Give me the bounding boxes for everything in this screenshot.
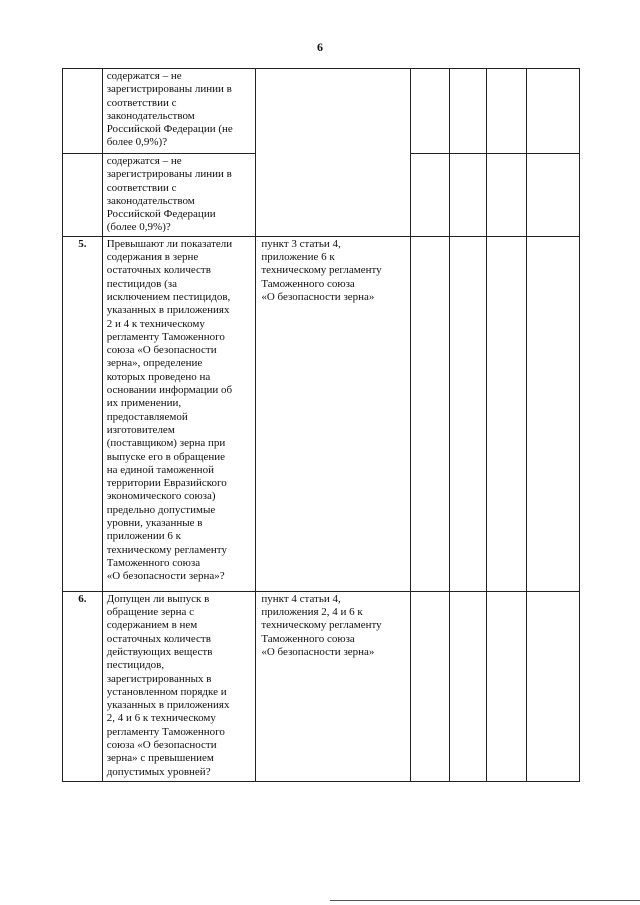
reference-cell: пункт 4 статьи 4, приложения 2, 4 и 6 к техническому регламенту Таможенного союза «О безопасности зерна» xyxy=(256,591,411,781)
notes-cell[interactable] xyxy=(527,236,580,591)
answer-cell-yes[interactable] xyxy=(411,236,450,591)
reference-cell: пункт 3 статьи 4, приложение 6 к техническому регламенту Таможенного союза «О безопасности зерна» xyxy=(256,236,411,591)
question-cell: содержатся – не зарегистрированы линии в соответствии с законодательством Российской Федерации (более 0,9%)? xyxy=(102,154,256,237)
row-number xyxy=(63,69,103,154)
page-number: 6 xyxy=(317,40,323,54)
notes-cell[interactable] xyxy=(527,154,580,237)
answer-cell-no[interactable] xyxy=(449,69,487,154)
checklist-table xyxy=(62,68,580,782)
answer-cell-yes[interactable] xyxy=(411,591,450,781)
question-cell: содержатся – не зарегистрированы линии в соответствии с законодательством Российской Федерации (не более 0,9%)? xyxy=(102,69,256,154)
row-number: 5. xyxy=(63,236,103,591)
answer-cell-not-applicable[interactable] xyxy=(487,154,527,237)
answer-cell-not-applicable[interactable] xyxy=(487,236,527,591)
notes-cell[interactable] xyxy=(527,69,580,154)
answer-cell-yes[interactable] xyxy=(411,69,450,154)
answer-cell-no[interactable] xyxy=(449,154,487,237)
table-row xyxy=(63,591,580,781)
reference-cell xyxy=(256,69,411,237)
scan-edge-line xyxy=(330,900,640,901)
answer-cell-no[interactable] xyxy=(449,591,487,781)
answer-cell-no[interactable] xyxy=(449,236,487,591)
table-row xyxy=(63,69,580,154)
question-cell: Допущен ли выпуск в обращение зерна с содержанием в нем остаточных количеств действующих веществ пестицидов, зарегистрированных в установленном порядке и указанных в приложениях 2, 4 и 6 к техническому регламенту Таможенного союза «О безопасности зерна» с превышением допустимых уровней? xyxy=(102,591,256,781)
notes-cell[interactable] xyxy=(527,591,580,781)
question-cell: Превышают ли показатели содержания в зерне остаточных количеств пестицидов (за исключением пестицидов, указанных в приложениях 2 и 4 к техническому регламенту Таможенного союза «О безопасности зерна», определение которых проведено на основании информации об их применении, предоставляемой изготовителем (поставщиком) зерна при выпуске его в обращение на единой таможенной территории Евразийского экономического союза) предельно допустимые уровни, указанные в приложении 6 к техническому регламенту Таможенного союза «О безопасности зерна»? xyxy=(102,236,256,591)
table-row xyxy=(63,236,580,591)
row-number: 6. xyxy=(63,591,103,781)
answer-cell-yes[interactable] xyxy=(411,154,450,237)
row-number xyxy=(63,154,103,237)
answer-cell-not-applicable[interactable] xyxy=(487,69,527,154)
answer-cell-not-applicable[interactable] xyxy=(487,591,527,781)
